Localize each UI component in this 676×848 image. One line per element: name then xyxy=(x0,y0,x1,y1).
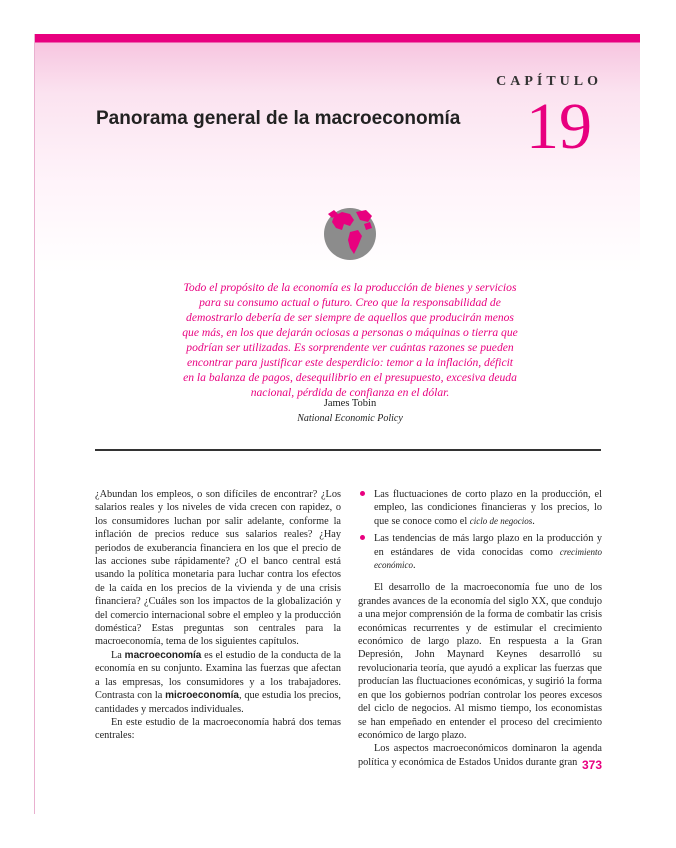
epigraph-line: encontrar para justificar este desperdicio: temor a la inflación, déficit xyxy=(186,356,514,369)
epigraph-author: James Tobin xyxy=(323,398,377,409)
epigraph-source: National Economic Policy xyxy=(297,413,403,424)
paragraph: Los aspectos macroeconómicos dominaron la agenda política y económica de Estados Unidos durante gran xyxy=(358,743,602,768)
key-term: crecimiento económico xyxy=(374,546,602,571)
text-run: Las fluctuaciones de corto plazo en la producción, el empleo, las condiciones financieras y los precios, lo que se conoce como el xyxy=(374,489,602,527)
epigraph-line: en la balanza de pagos, desequilibrio en el presupuesto, excesiva deuda xyxy=(183,371,517,384)
key-term: macroeconomía xyxy=(124,649,202,661)
globe-icon xyxy=(320,202,380,262)
text-run: , que estudia los precios, cantidades y mercados individuales. xyxy=(95,690,342,715)
chapter-label: CAPÍTULO xyxy=(496,74,602,89)
epigraph-line: que más, en los que dejarán ociosas a personas o máquinas o tierra que xyxy=(182,326,518,339)
epigraph-line: para su consumo actual o futuro. Creo que la responsabilidad de xyxy=(199,296,501,309)
text-run: La xyxy=(111,649,125,661)
paragraph xyxy=(95,649,341,716)
left-text-column xyxy=(95,488,341,743)
paragraph: El desarrollo de la macroeconomía fue uno de los grandes avances de la economía del siglo XX, que condujo a una mejor comprensión de la forma de combatir las crisis económicas recurrentes y de estimular el crecimiento económico de largo plazo. En respuesta a la Gran Depresión, John Maynard Keynes desarrolló su revolucionaria teoría, que ayudó a explicar las fuerzas que producían las fluctuaciones económicas, y sugirió la forma en que los gobiernos podrían controlar los peores excesos del ciclo de negocios. Al mismo tiempo, los economistas se han empeñado en entender el proceso del crecimiento económico de largo plazo. xyxy=(358,582,602,741)
chapter-number: 19 xyxy=(526,90,592,163)
text-run: es el estudio de la conducta de la economía en su conjunto. Examina las fuerzas que afectan a las empresas, los consumidores y a los trabajadores. Contrasta con la xyxy=(95,649,342,702)
page-left-rule xyxy=(34,34,35,814)
paragraph: En este estudio de la macroeconomía habrá dos temas centrales: xyxy=(95,716,341,742)
section-divider xyxy=(95,449,601,451)
bullet-item xyxy=(358,488,602,528)
key-term: ciclo de negocios xyxy=(469,515,533,526)
bullet-item xyxy=(358,532,602,572)
right-text-column xyxy=(358,488,602,769)
epigraph-quote xyxy=(150,280,550,400)
text-run: . xyxy=(532,515,535,527)
chapter-title: Panorama general de la macroeconomía xyxy=(96,108,461,129)
key-term: microeconomía xyxy=(165,690,239,702)
epigraph-line: Todo el propósito de la economía es la producción de bienes y servicios xyxy=(183,281,517,294)
epigraph-line: nacional, pérdida de confianza en el dólar. xyxy=(250,386,450,399)
text-run: . xyxy=(412,560,416,572)
bullet-dot xyxy=(360,535,365,540)
epigraph-line: demostrarlo debería de ser siempre de aquellos que producirán menos xyxy=(186,311,514,324)
text-run: Las tendencias de más largo plazo en la producción y en estándares de vida conocidas como xyxy=(374,533,602,558)
paragraph: ¿Abundan los empleos, o son difíciles de encontrar? ¿Los salarios reales y los niveles de vida crecen con rapidez, o los consumidores luchan por salir adelante, conforme la inflación de precios reduce sus salarios reales? ¿Hay periodos de exuberancia financiera en los que el precio de las acciones sube rápidamente? ¿O el banco central está usando la política monetaria para luchar contra los efectos de la caída en los precios de la vivienda y de una crisis financiera? ¿Cuáles son los impactos de la globalización y del comercio internacional sobre el empleo y la producción doméstica? Estas preguntas son centrales para la macroeconomía, tema de los siguientes capítulos. xyxy=(95,489,341,648)
bullet-dot xyxy=(360,491,365,496)
page-number: 373 xyxy=(581,758,602,772)
epigraph-line: podrían ser utilizadas. Es sorprendente ver cuántas razones se pueden xyxy=(186,341,514,354)
